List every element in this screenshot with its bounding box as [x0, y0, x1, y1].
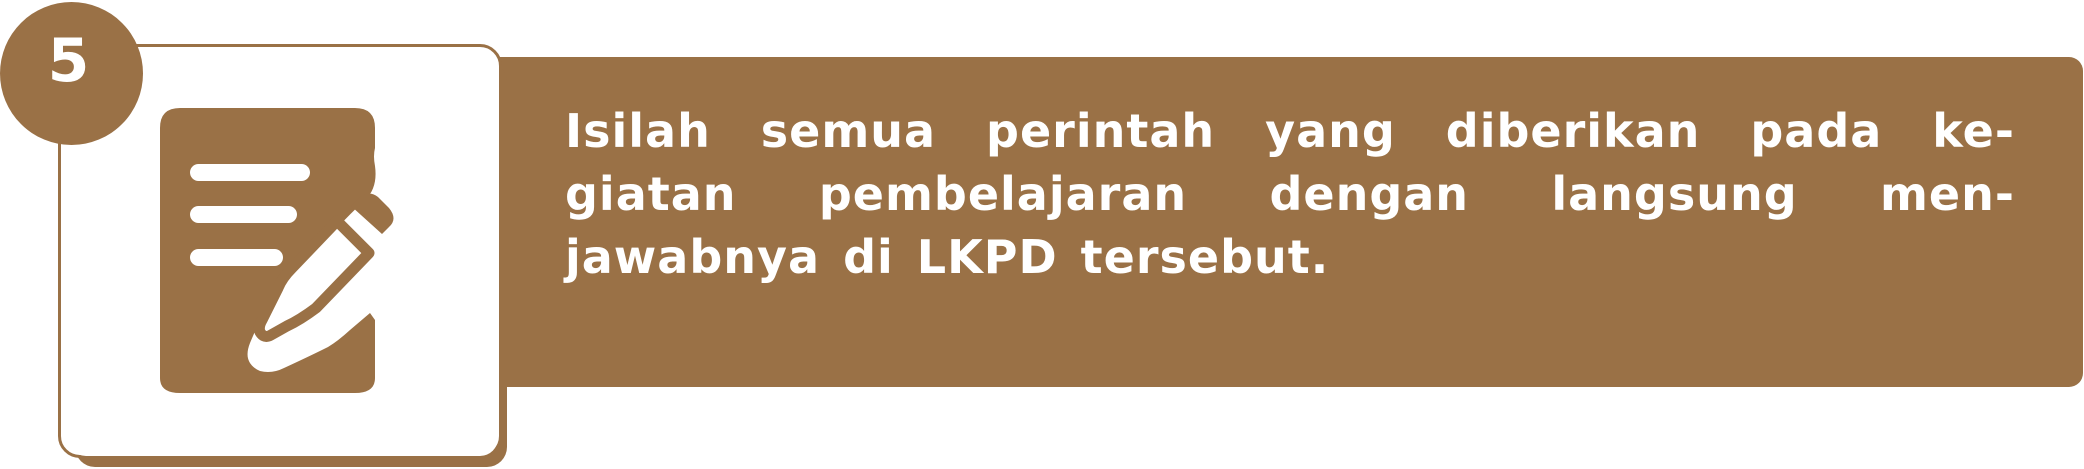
word: dengan [1269, 167, 1470, 221]
word: pada [1750, 104, 1883, 158]
instruction-text [565, 100, 2015, 289]
step-number: 5 [47, 26, 90, 96]
instruction-line-1 [565, 100, 2015, 163]
word: giatan [565, 167, 737, 221]
word: men- [1880, 167, 2015, 221]
step-number-badge [0, 2, 143, 145]
word: Isilah [565, 104, 711, 158]
text-line-1 [190, 164, 310, 181]
word: yang [1265, 104, 1396, 158]
document-edit-icon [160, 108, 450, 398]
word: ke- [1932, 104, 2015, 158]
word: pembelajaran [818, 167, 1188, 221]
instruction-line-3: jawabnya di LKPD tersebut. [565, 230, 1330, 284]
text-line-3 [190, 249, 283, 266]
word: diberikan [1445, 104, 1701, 158]
word: perintah [986, 104, 1216, 158]
instruction-line-2 [565, 163, 2015, 226]
word: langsung [1551, 167, 1798, 221]
word: semua [760, 104, 937, 158]
text-line-2 [190, 206, 297, 223]
